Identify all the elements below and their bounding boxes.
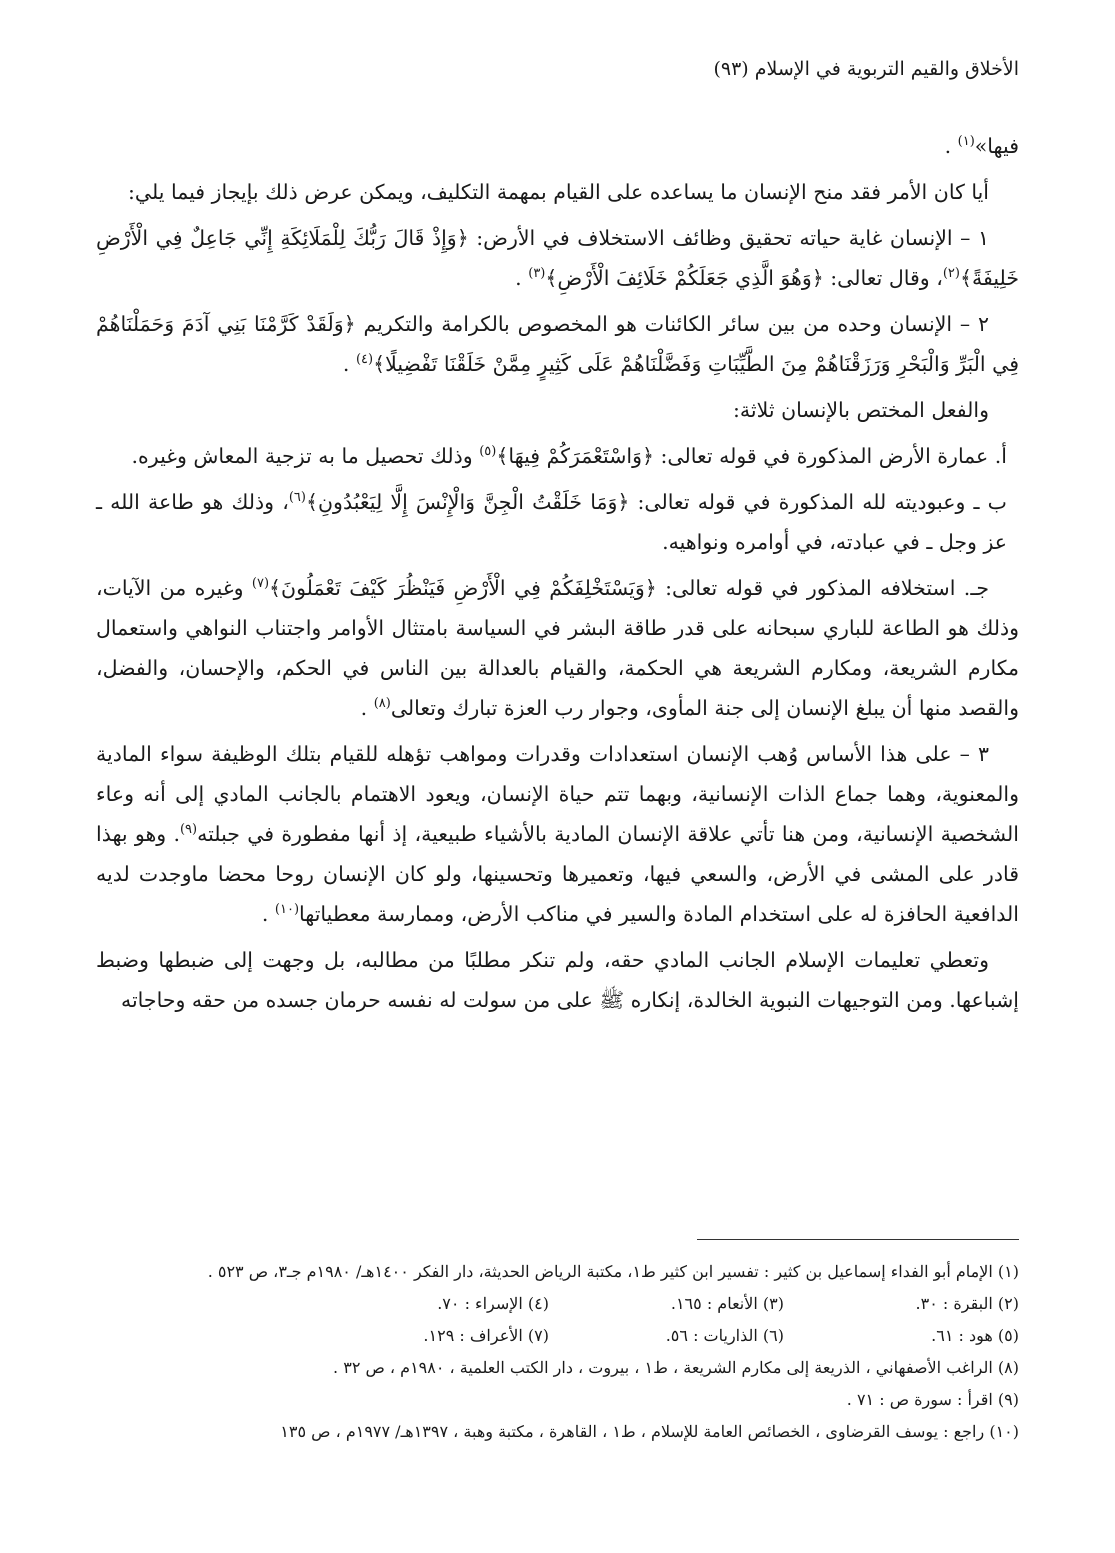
footnote-3: (٣) الأنعام : ١٦٥. <box>670 1294 784 1313</box>
body-text <box>96 126 1019 1026</box>
paragraph-0 <box>96 126 1019 166</box>
footnote-ref-6[interactable]: (٦) <box>288 490 306 506</box>
text: وذلك تحصيل ما به تزجية المعاش وغيره. <box>131 444 480 468</box>
footnote-5: (٥) هود : ٦١. <box>931 1326 1019 1345</box>
paragraph-8 <box>96 734 1019 934</box>
running-head: الأخلاق والقيم التربوية في الإسلام (٩٣) <box>713 58 1019 80</box>
footnote-ref-9[interactable]: (٩) <box>179 822 198 838</box>
text: . وهو بهذا قادر على المشى في الأرض، والسعي فيها، وتعميرها وتحسينها، ولو كان الإنسان روحا محضا ماوجدت لديه الدافعية الحافزة له على استخدام المادة والسير في مناكب الأرض، وممارسة معطياتها <box>96 822 1019 926</box>
footnote-ref-8[interactable]: (٨) <box>373 696 391 712</box>
text: . <box>360 696 368 720</box>
footnote-1: (١) الإمام أبو الفداء إسماعيل بن كثير : تفسير ابن كثير ط١، مكتبة الرياض الحديثة، دار الفكر ١٤٠٠هـ/ ١٩٨٠م جـ٣، ص ٥٢٣ . <box>207 1262 1019 1281</box>
paragraph-3 <box>96 304 1019 384</box>
footnote-row-a <box>96 1288 1019 1320</box>
footnote-ref-5[interactable]: (٥) <box>479 444 497 460</box>
paragraph-1: أيا كان الأمر فقد منح الإنسان ما يساعده على القيام بمهمة التكليف، ويمكن عرض ذلك بإيجاز فيما يلي: <box>128 180 989 204</box>
footnote-6: (٦) الذاريات : ٥٦. <box>665 1326 784 1345</box>
footnote-ref-4[interactable]: (٤) <box>355 352 374 368</box>
paragraph-6 <box>96 482 1019 562</box>
text: ١ – الإنسان غاية حياته تحقيق وظائف الاستخلاف في الأرض: ﴿وَإِذْ قَالَ رَبُّكَ لِلْمَلَائِكَةِ إِنِّي جَاعِلٌ فِي الْأَرْضِ خَلِيفَةً﴾ <box>96 226 1019 290</box>
paragraph-9: وتعطي تعليمات الإسلام الجانب المادي حقه، ولم تنكر مطلبًا من مطالبه، بل وجهت إلى ضبطها وضبط إشباعها. ومن التوجيهات النبوية الخالدة، إنكاره ﷺ على من سولت له نفسه حرمان جسده من حقه وحاجاته <box>96 948 1019 1012</box>
text: وغيره من الآيات، وذلك هو الطاعة للباري سبحانه على قدر طاقة البشر في السياسة بامتثال الأوامر واجتناب النواهي واستعمال مكارم الشريعة، ومكارم الشريعة هي الحكمة، والقيام بالعدالة بين الناس في الحكم، والإحسان، والفضل، والقصد منها أن يبلغ الإنسان إلى جنة المأوى، وجوار رب العزة تبارك وتعالى <box>96 576 1019 720</box>
footnote-4: (٤) الإسراء : ٧٠. <box>437 1294 549 1313</box>
footnote-separator <box>697 1239 1019 1240</box>
footnote-8: (٨) الراغب الأصفهاني ، الذريعة إلى مكارم الشريعة ، ط١ ، بيروت ، دار الكتب العلمية ، ١٩٨٠م ، ص ٣٢ . <box>333 1358 1019 1377</box>
paragraph-4: والفعل المختص بالإنسان ثلاثة: <box>733 398 989 422</box>
footnote-row-b <box>96 1320 1019 1352</box>
text: . <box>342 352 350 376</box>
footnote-10: (١٠) راجع : يوسف القرضاوى ، الخصائص العامة للإسلام ، ط١ ، القاهرة ، مكتبة وهبة ، ١٣٩٧هـ/ ١٩٧٧م ، ص ١٣٥ <box>280 1422 1019 1441</box>
footnote-ref-7[interactable]: (٧) <box>251 576 270 592</box>
paragraph-2 <box>96 218 1019 298</box>
footnote-ref-2[interactable]: (٢) <box>942 266 960 282</box>
footnote-2: (٢) البقرة : ٣٠. <box>915 1294 1019 1313</box>
text: ، وذلك هو طاعة الله ـ عز وجل ـ في عبادته، في أوامره ونواهيه. <box>96 490 1007 554</box>
text: ب ـ وعبوديته لله المذكورة في قوله تعالى: ﴿وَمَا خَلَقْتُ الْجِنَّ وَالْإِنْسَ إِلَّا لِيَعْبُدُونِ﴾ <box>305 490 1007 514</box>
paragraph-5 <box>96 436 1019 476</box>
footnote-ref-10[interactable]: (١٠) <box>274 902 300 918</box>
footnote-9: (٩) اقرأ : سورة ص : ٧١ . <box>846 1390 1019 1409</box>
text: أ. عمارة الأرض المذكورة في قوله تعالى: ﴿وَاسْتَعْمَرَكُمْ فِيهَا﴾ <box>496 444 1007 468</box>
text: فيها» <box>974 134 1019 158</box>
text: . <box>261 902 269 926</box>
footnote-7: (٧) الأعراف : ١٢٩. <box>423 1326 549 1345</box>
footnote-ref-1[interactable]: (١) <box>957 134 975 150</box>
text: ، وقال تعالى: ﴿وَهُوَ الَّذِي جَعَلَكُمْ خَلَائِفَ الْأَرْضِ﴾ <box>545 266 943 290</box>
text: ٢ – الإنسان وحده من بين سائر الكائنات هو المخصوص بالكرامة والتكريم ﴿وَلَقَدْ كَرَّمْنَا بَنِي آدَمَ وَحَمَلْنَاهُمْ فِي الْبَرِّ وَالْبَحْرِ وَرَزَقْنَاهُمْ مِنَ الطَّيِّبَاتِ وَفَضَّلْنَاهُمْ عَلَى كَثِيرٍ مِمَّنْ خَلَقْنَا تَفْضِيلًا﴾ <box>96 312 1019 376</box>
text: جـ. استخلافه المذكور في قوله تعالى: ﴿وَيَسْتَخْلِفَكُمْ فِي الْأَرْضِ فَيَنْظُرَ كَيْفَ تَعْمَلُونَ﴾ <box>269 576 989 600</box>
footnote-ref-3[interactable]: (٣) <box>528 266 546 282</box>
text: ٣ – على هذا الأساس وُهب الإنسان استعدادات وقدرات ومواهب تؤهله للقيام بتلك الوظيفة سواء المادية والمعنوية، وهما جماع الذات الإنسانية، وبهما تتم حياة الإنسان، ويعود الاهتمام بالجانب المادي إلى أنه وعاء الشخصية الإنسانية، ومن هنا تأتي علاقة الإنسان المادية بالأشياء طبيعية، إذ أنها مفطورة في جبلته <box>96 742 1019 846</box>
text: . <box>515 266 522 290</box>
text: . <box>944 134 952 158</box>
footnotes <box>96 1256 1019 1448</box>
paragraph-7 <box>96 568 1019 728</box>
